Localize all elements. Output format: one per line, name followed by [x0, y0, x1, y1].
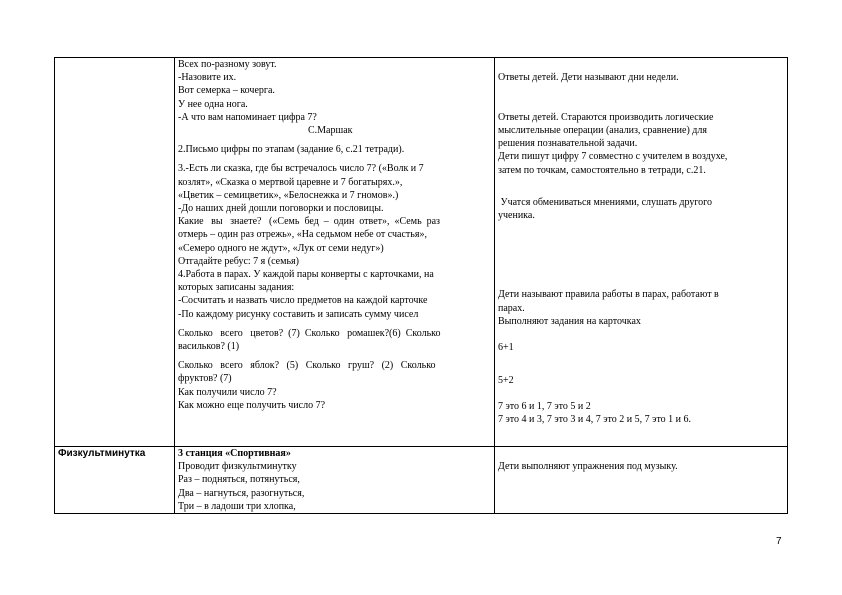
- text-line: которых записаны задания:: [178, 282, 295, 294]
- text-line: Выполняют задания на карточках: [498, 315, 641, 327]
- text-line: 2.Письмо цифры по этапам (задание 6, с.21 тетради).: [178, 144, 405, 156]
- text-line: Всех по-разному зовут.: [178, 59, 277, 70]
- text-line: У нее одна нога.: [178, 98, 248, 110]
- children-activity-cell: [495, 447, 788, 514]
- text-line: парах.: [498, 302, 525, 314]
- stage-cell: Физкультминутка: [55, 447, 175, 514]
- text-line: Вот семерка – кочерга.: [178, 85, 275, 97]
- text-line: Сколько всего яблок? (5) Сколько груш? (2) Сколько: [178, 360, 436, 372]
- text-line: Учатся обмениваться мнениями, слушать другого: [498, 196, 713, 208]
- text-line: Дети пишут цифру 7 совместно с учителем в воздухе,: [498, 151, 728, 163]
- text-line: Два – нагнуться, разогнуться,: [178, 487, 305, 499]
- children-activity-cell: [495, 58, 788, 447]
- text-line: «Цветик – семицветик», «Белоснежка и 7 гномов».): [178, 189, 399, 201]
- text-line: отмерь – один раз отрежь», «На седьмом небе от счастья»,: [178, 229, 427, 241]
- lesson-table: [54, 57, 788, 514]
- text-line: 4.Работа в парах. У каждой пары конверты с карточками, на: [178, 269, 434, 281]
- text-line: Три – в ладоши три хлопка,: [178, 500, 296, 512]
- text-line: 3.-Есть ли сказка, где бы встречалось число 7? («Волк и 7: [178, 163, 424, 175]
- text-line: -По каждому рисунку составить и записать сумму чисел: [178, 308, 419, 320]
- teacher-activity-cell: [175, 58, 495, 447]
- sum-answer: 6+1: [498, 342, 514, 354]
- text-line: -Назовите их.: [178, 72, 237, 84]
- text-line: Отгадайте ребус: 7 я (семья): [178, 255, 299, 267]
- teacher-activity-cell: [175, 447, 495, 514]
- text-line: -До наших дней дошли поговорки и пословицы.: [178, 203, 384, 215]
- text-line: Дети выполняют упражнения под музыку.: [498, 461, 678, 473]
- station-title: 3 станция «Спортивная»: [178, 448, 291, 459]
- sum-answer: 5+2: [498, 374, 514, 386]
- text-line: Сколько всего цветов? (7) Сколько ромашек?(6) Сколько: [178, 327, 441, 339]
- table-row: [55, 58, 788, 447]
- table-row: [55, 447, 788, 514]
- text-line: Дети называют правила работы в парах, работают в: [498, 289, 719, 301]
- text-line: Как получили число 7?: [178, 386, 277, 398]
- author-signature: С.Маршак: [308, 125, 353, 137]
- text-line: фруктов? (7): [178, 373, 232, 385]
- text-line: затем по точкам, самостоятельно в тетради, с.21.: [498, 164, 706, 176]
- stage-cell: [55, 58, 175, 447]
- text-line: решения познавательной задачи.: [498, 138, 638, 150]
- text-line: Какие вы знаете? («Семь бед – один ответ», «Семь раз: [178, 216, 441, 228]
- text-line: Ответы детей. Дети называют дни недели.: [498, 72, 679, 84]
- text-line: Проводит физкультминутку: [178, 461, 297, 473]
- text-line: «Семеро одного не ждут», «Лук от семи недуг»): [178, 242, 384, 254]
- text-line: Раз – подняться, потянуться,: [178, 474, 300, 486]
- text-line: васильков? (1): [178, 341, 240, 353]
- text-line: ученика.: [498, 210, 535, 222]
- text-line: -Сосчитать и назвать число предметов на каждой карточке: [178, 295, 428, 307]
- text-line: -А что вам напоминает цифра 7?: [178, 111, 317, 123]
- text-line: козлят», «Сказка о мертвой царевне и 7 богатырях.»,: [178, 176, 403, 188]
- text-line: мыслительные операции (анализ, сравнение) для: [498, 124, 707, 136]
- text-line: 7 это 4 и 3, 7 это 3 и 4, 7 это 2 и 5, 7 это 1 и 6.: [498, 414, 692, 426]
- text-line: Как можно еще получить число 7?: [178, 399, 326, 411]
- text-line: Ответы детей. Стараются производить логические: [498, 111, 714, 123]
- text-line: 7 это 6 и 1, 7 это 5 и 2: [498, 400, 591, 412]
- page-number: 7: [776, 536, 782, 547]
